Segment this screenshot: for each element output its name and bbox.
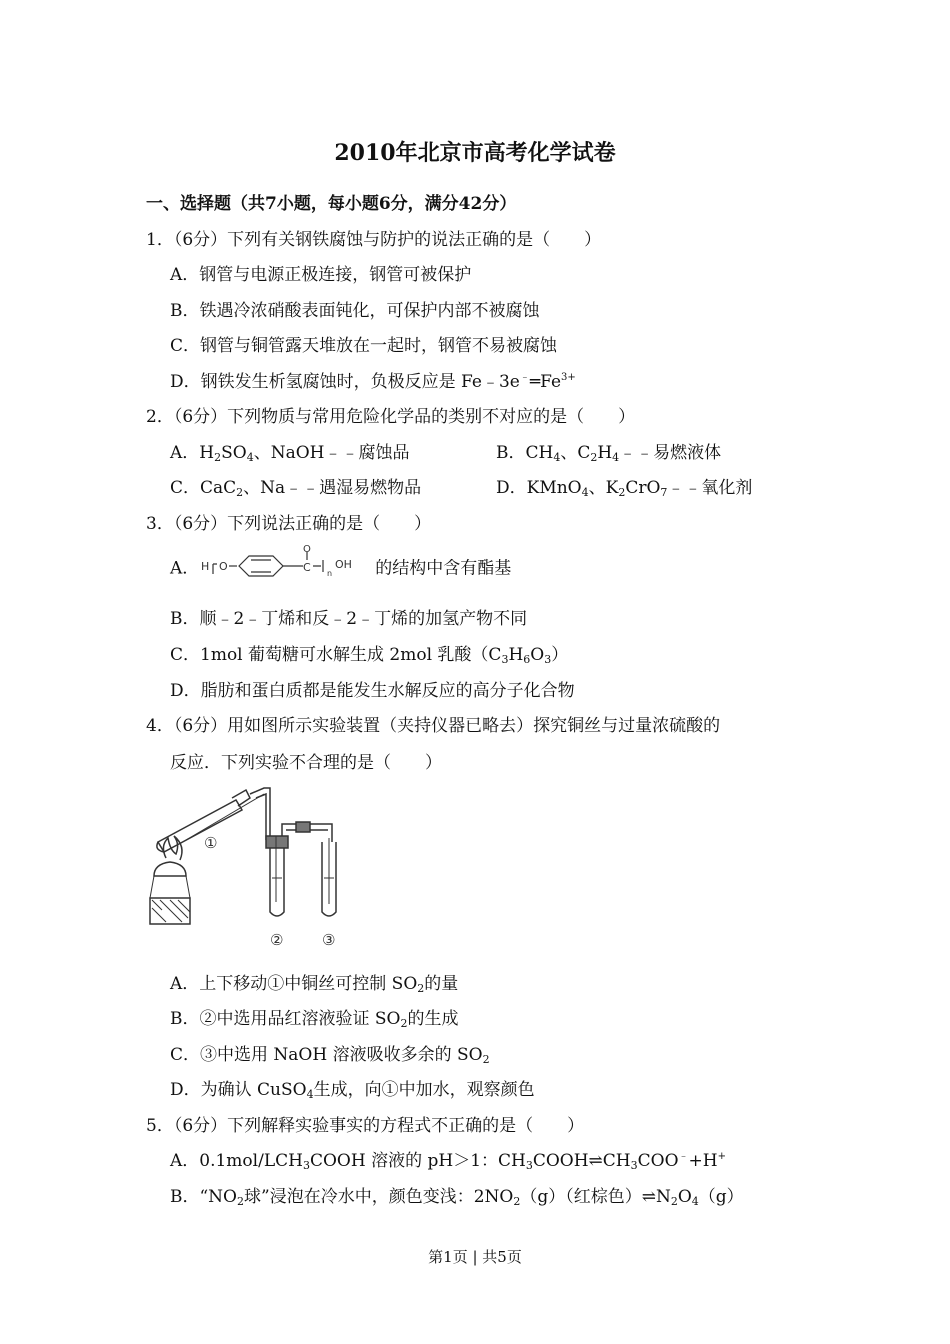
q4-stem-line2: 反应．下列实验不合理的是（ ） xyxy=(170,753,442,773)
q4-stem-line1: 4．（6分）用如图所示实验装置（夹持仪器已略去）探究铜丝与过量浓硫酸的 xyxy=(146,716,721,736)
q4-option-d: D．为确认 CuSO$_4$生成，向①中加水，观察颜色 xyxy=(170,1080,535,1101)
q2-option-a: A．$H_2SO_4$、NaOH﹣﹣腐蚀品 xyxy=(170,443,410,464)
svg-text:H: H xyxy=(201,560,210,573)
q4-option-c: C．③中选用 NaOH 溶液吸收多余的 $SO_2$ xyxy=(170,1045,490,1066)
q2-option-c: C．CaC$_2$、Na﹣﹣遇湿易燃物品 xyxy=(170,478,422,499)
svg-text:O: O xyxy=(303,544,312,555)
label-2: ② xyxy=(270,931,284,949)
apparatus-figure xyxy=(146,780,366,950)
q3-option-c: C．1mol 葡萄糖可水解生成 2mol 乳酸$(C_3H_6O_3)$ xyxy=(170,645,569,666)
q2-stem: 2．（6分）下列物质与常用危险化学品的类别不对应的是（ ） xyxy=(146,407,636,427)
section-heading: 一、选择题（共7小题，每小题6分，满分42分） xyxy=(146,194,517,214)
q2-option-d: D．KMnO$_4$、$K_2CrO_7﹣﹣$氧化剂 xyxy=(496,478,753,499)
label-1: ① xyxy=(204,834,218,852)
svg-text:C: C xyxy=(303,561,311,574)
q1-stem: 1．（6分）下列有关钢铁腐蚀与防护的说法正确的是（ ） xyxy=(146,230,602,250)
q5-option-b: B．“$NO_2$球”浸泡在冷水中，颜色变浅：$2NO_2(g)$（红棕色）$\rightleftharpoons N_2O_4(g)$ xyxy=(170,1187,744,1208)
svg-text:OH: OH xyxy=(335,558,353,571)
q4-option-a: A．上下移动①中铜丝可控制 $SO_2$的量 xyxy=(170,974,459,995)
q1-option-d: D．钢铁发生析氢腐蚀时，负极反应是 $Fe﹣3e^﹣═Fe^{3+}$ xyxy=(170,372,576,392)
page-title: 2010年北京市高考化学试卷 xyxy=(334,140,616,166)
label-3: ③ xyxy=(322,931,336,949)
q1-option-a: A．钢管与电源正极连接，钢管可被保护 xyxy=(170,265,472,285)
q2-option-b: B．$CH_4$、$C_2H_4﹣﹣$易燃液体 xyxy=(496,443,722,464)
svg-text:O: O xyxy=(219,560,228,573)
q1-option-c: C．钢管与铜管露天堆放在一起时，钢管不易被腐蚀 xyxy=(170,336,558,356)
q3-option-a: A． H O C O n OH 的结构中含有酯基 xyxy=(170,544,511,588)
q3-option-b: B．顺﹣2﹣丁烯和反﹣2﹣丁烯的加氢产物不同 xyxy=(170,609,528,629)
q5-stem: 5．（6分）下列解释实验事实的方程式不正确的是（ ） xyxy=(146,1116,585,1136)
q4-option-b: B．②中选用品红溶液验证 $SO_2$的生成 xyxy=(170,1009,459,1030)
q1-option-b: B．铁遇冷浓硝酸表面钝化，可保护内部不被腐蚀 xyxy=(170,301,540,321)
q3-option-d: D．脂肪和蛋白质都是能发生水解反应的高分子化合物 xyxy=(170,681,575,701)
page-footer: 第1页 | 共5页 xyxy=(428,1248,522,1266)
svg-text:n: n xyxy=(327,569,333,578)
q5-option-a: A．$0.1mol/LCH_3COOH$ 溶液的 pH＞1：$CH_3COOH\rightleftharpoons CH_3COO^﹣+H^+$ xyxy=(170,1151,726,1172)
polyester-structure-figure xyxy=(199,544,375,588)
q3-stem: 3．（6分）下列说法正确的是（ ） xyxy=(146,514,432,534)
